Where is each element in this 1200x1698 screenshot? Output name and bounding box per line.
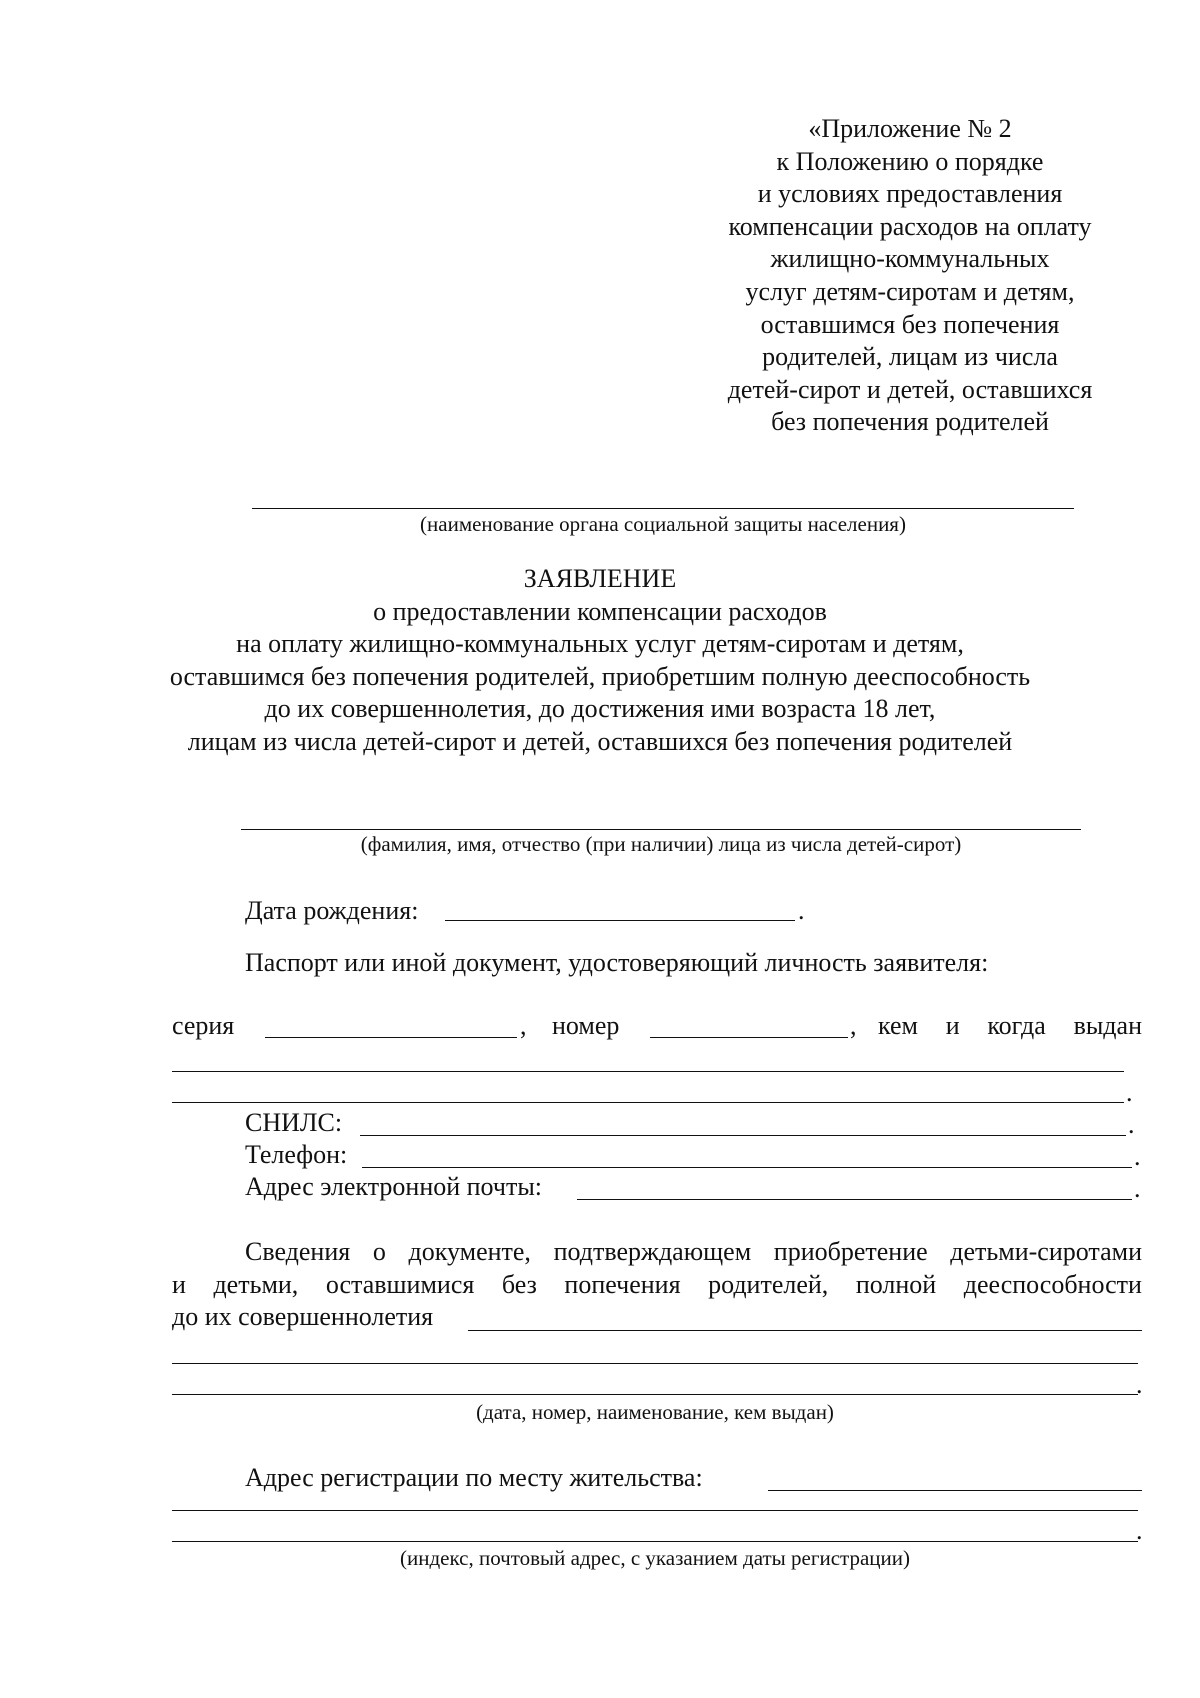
- number-label: номер: [552, 1011, 620, 1040]
- applicant-name-input-line[interactable]: [241, 829, 1081, 830]
- capacity-text-line-3: до их совершеннолетия: [172, 1302, 434, 1331]
- email-input-line[interactable]: [577, 1199, 1132, 1200]
- issued-word: выдан: [1073, 1011, 1142, 1040]
- capacity-word: и: [172, 1270, 186, 1299]
- title-line: до их совершеннолетия, до достижения ими возраста 18 лет,: [264, 694, 936, 724]
- snils-period: .: [1128, 1110, 1135, 1139]
- birth-date-period: .: [798, 896, 805, 925]
- authority-input-line[interactable]: [252, 508, 1074, 509]
- snils-input-line[interactable]: [360, 1135, 1126, 1136]
- capacity-word: оставшимися: [325, 1270, 475, 1299]
- capacity-word: дееспособности: [963, 1270, 1142, 1299]
- capacity-text-line-2: [172, 1270, 1142, 1300]
- title-line: оставшимся без попечения родителей, приобретшим полную дееспособность: [169, 661, 1031, 691]
- registration-period: .: [1136, 1516, 1143, 1545]
- capacity-word: приобретение: [773, 1237, 928, 1266]
- capacity-input-line-2[interactable]: [172, 1363, 1138, 1364]
- registration-input-line-2[interactable]: [172, 1510, 1138, 1511]
- appendix-line: родителей, лицам из числа: [762, 342, 1058, 372]
- capacity-word: родителей,: [708, 1270, 829, 1299]
- title-line: на оплату жилищно-коммунальных услуг детям-сиротам и детям,: [236, 629, 964, 659]
- title-heading: ЗАЯВЛЕНИЕ: [523, 564, 677, 593]
- appendix-line: услуг детям-сиротам и детям,: [745, 276, 1075, 306]
- appendix-line: жилищно-коммунальных: [770, 244, 1050, 274]
- title-line: о предоставлении компенсации расходов: [373, 596, 827, 626]
- email-label: Адрес электронной почты:: [245, 1172, 543, 1201]
- phone-label: Телефон:: [245, 1140, 348, 1169]
- birth-date-input-line[interactable]: [445, 920, 795, 921]
- issued-by-input-line-2[interactable]: [172, 1102, 1124, 1103]
- number-comma: ,: [850, 1011, 857, 1040]
- registration-input-line-1[interactable]: [768, 1490, 1142, 1491]
- appendix-line: «Приложение № 2: [808, 114, 1012, 143]
- registration-caption: (индекс, почтовый адрес, с указанием даты регистрации): [400, 1546, 910, 1570]
- appendix-line: компенсации расходов на оплату: [728, 211, 1092, 241]
- appendix-line: и условиях предоставления: [757, 179, 1063, 209]
- capacity-word: без: [501, 1270, 537, 1299]
- capacity-word: о: [372, 1237, 386, 1266]
- series-comma: ,: [520, 1011, 527, 1040]
- snils-label: СНИЛС:: [245, 1108, 343, 1137]
- phone-period: .: [1134, 1142, 1141, 1171]
- registration-label: Адрес регистрации по месту жительства:: [245, 1463, 703, 1492]
- passport-label: Паспорт или иной документ, удостоверяющий личность заявителя:: [245, 948, 989, 977]
- phone-input-line[interactable]: [362, 1167, 1132, 1168]
- capacity-word: Сведения: [245, 1237, 351, 1266]
- series-input-line[interactable]: [265, 1037, 517, 1038]
- capacity-caption: (дата, номер, наименование, кем выдан): [476, 1400, 834, 1424]
- appendix-line: без попечения родителей: [771, 407, 1049, 437]
- issued-by-input-line-1[interactable]: [172, 1071, 1124, 1072]
- capacity-input-line-1[interactable]: [468, 1330, 1142, 1331]
- issued-by-period: .: [1126, 1078, 1133, 1107]
- applicant-caption: (фамилия, имя, отчество (при наличии) лица из числа детей-сирот): [360, 832, 962, 856]
- number-input-line[interactable]: [650, 1037, 848, 1038]
- appendix-line: детей-сирот и детей, оставшихся: [727, 374, 1093, 404]
- appendix-header: [680, 113, 1140, 439]
- capacity-text-line-1: [245, 1237, 1142, 1267]
- birth-date-label: Дата рождения:: [245, 896, 419, 925]
- application-title: [140, 563, 1060, 759]
- email-period: .: [1134, 1174, 1141, 1203]
- capacity-word: попечения: [564, 1270, 681, 1299]
- registration-input-line-3[interactable]: [172, 1541, 1138, 1542]
- capacity-word: полной: [855, 1270, 937, 1299]
- issued-word: кем: [878, 1011, 918, 1040]
- issued-word: и: [945, 1011, 960, 1040]
- appendix-line: к Положению о порядке: [776, 146, 1044, 176]
- series-label: серия: [172, 1011, 235, 1040]
- capacity-word: документе,: [408, 1237, 531, 1266]
- title-line: лицам из числа детей-сирот и детей, оставшихся без попечения родителей: [187, 726, 1013, 756]
- issued-word: когда: [987, 1011, 1046, 1040]
- capacity-word: детьми,: [213, 1270, 299, 1299]
- capacity-period: .: [1136, 1370, 1143, 1399]
- capacity-word: подтверждающем: [553, 1237, 752, 1266]
- appendix-line: оставшимся без попечения: [760, 309, 1060, 339]
- capacity-word: детьми-сиротами: [950, 1237, 1142, 1266]
- capacity-input-line-3[interactable]: [172, 1394, 1138, 1395]
- authority-caption: (наименование органа социальной защиты населения): [420, 512, 906, 536]
- issued-by-label: [878, 1011, 1142, 1041]
